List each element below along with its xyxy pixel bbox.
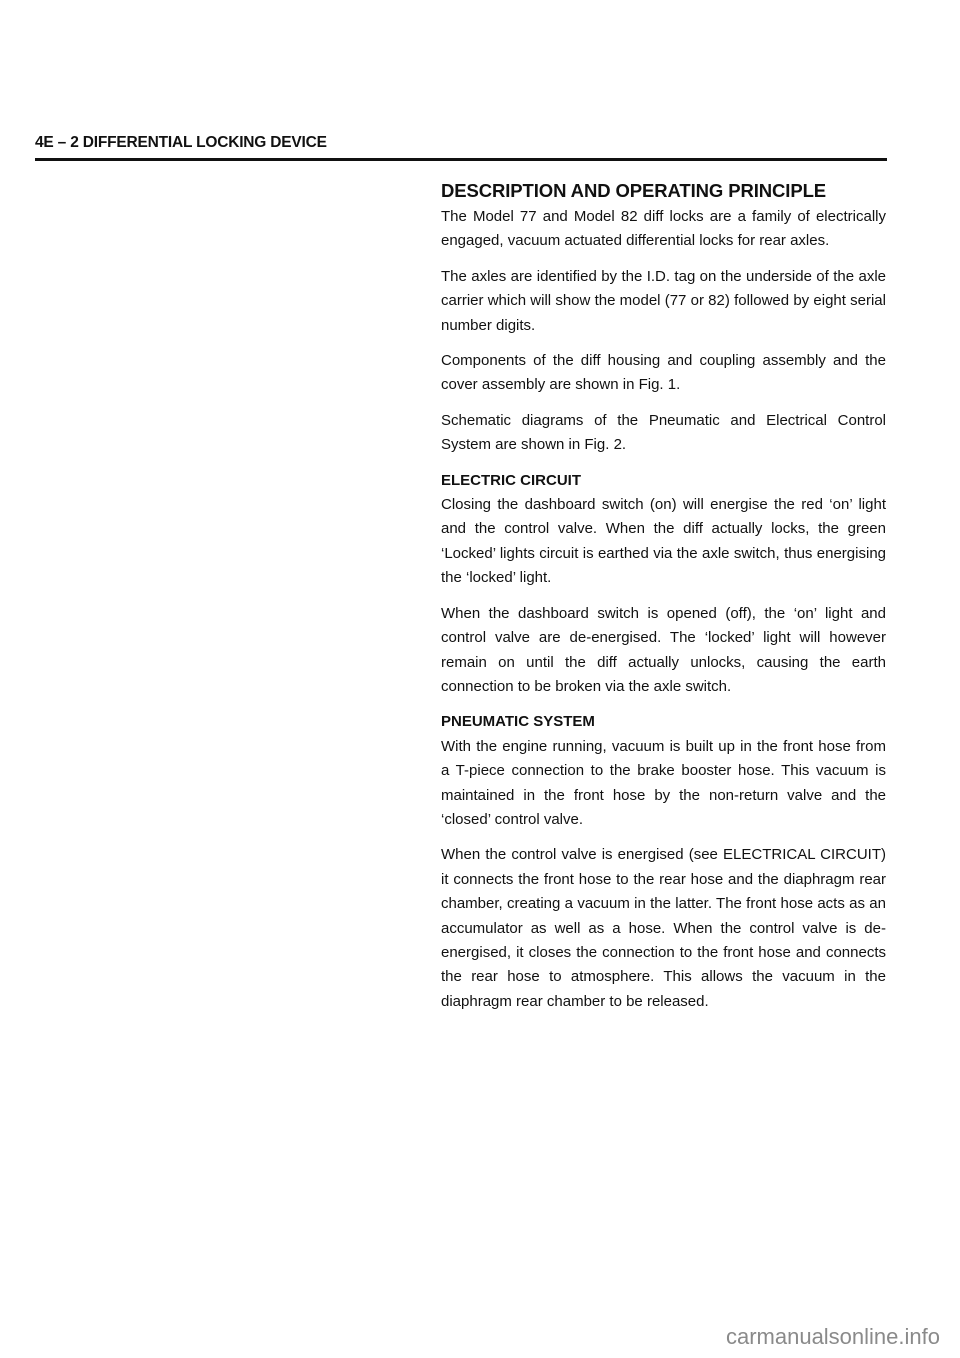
electric-circuit-heading: ELECTRIC CIRCUIT [441,471,581,489]
paragraph: Components of the diff housing and coupling assembly and the cover assembly are shown in Fig. 1. [441,352,886,394]
paragraph: When the dashboard switch is opened (off), the ‘on’ light and control valve are de-energised. The ‘locked’ light will however remain on until the diff actually unlocks, causing the earth connection to be broken via the axle switch. [441,604,886,695]
pneumatic-system-heading: PNEUMATIC SYSTEM [441,713,595,731]
content-column [441,180,886,1025]
header-rule [35,158,887,161]
paragraph: Schematic diagrams of the Pneumatic and Electrical Control System are shown in Fig. 2. [441,411,886,454]
paragraph: Closing the dashboard switch (on) will energise the red ‘on’ light and the control valve. When the diff actually locks, the green ‘Locked’ lights circuit is earthed via the axle switch, thus energising the ‘locked’ light. [441,496,886,587]
section-title: DESCRIPTION AND OPERATING PRINCIPLE [441,180,827,201]
paragraph: The Model 77 and Model 82 diff locks are a family of electrically engaged, vacuum actuated differential locks for rear axles. [441,208,886,250]
paragraph: When the control valve is energised (see ELECTRICAL CIRCUIT) it connects the front hose to the rear hose and the diaphragm rear chamber, creating a vacuum in the latter. The front hose acts as an accumulator as well as a hose. When the control valve is de-energised, it closes the connection to the front hose and connects the rear hose to atmosphere. This allows the vacuum in the diaphragm rear chamber to be released. [441,846,886,1010]
watermark: carmanualsonline.info [725,1324,940,1349]
paragraph: With the engine running, vacuum is built up in the front hose from a T-piece connection to the brake booster hose. This vacuum is maintained in the front hose by the non-return valve and the ‘closed’ control valve. [441,737,886,828]
paragraph: The axles are identified by the I.D. tag on the underside of the axle carrier which will show the model (77 or 82) followed by eight serial number digits. [441,267,886,334]
page-header: 4E – 2 DIFFERENTIAL LOCKING DEVICE [35,134,327,151]
